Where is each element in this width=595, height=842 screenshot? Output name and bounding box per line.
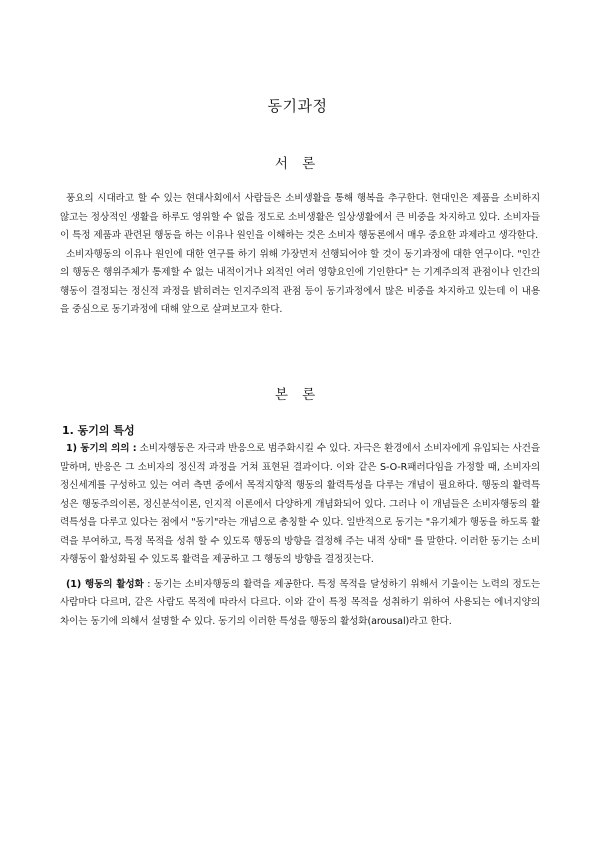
- document-title: 동기과정: [267, 97, 328, 115]
- motive-definition-text: 소비자행동은 자극과 반응으로 범주화시킬 수 있다. 자극은 환경에서 소비자에게 유입되는 사건을 말하며, 반응은 그 소비자의 정신적 과정을 거쳐 표현된 결과이다. 이와 같은 S-O-R패러다임을 가정할 때, 소비자의 정신세계를 구성하고 있는 여러 측면 중에서 목적지향적 행동의 활력특성을 다루는 개념이 필요하다. 행동의 활력특성은 행동주의이론, 정신분석이론, 인지적 이론에서 다양하게 개념화되어 있다. 그러나 이 개념들은 소비자행동의 활력특성을 다루고 있다는 점에서 "동기"라는 개념으로 총칭할 수 있다. 일반적으로 동기는 "유기체가 행동을 하도록 활력을 부여하고, 특정 목적을 성취 할 수 있도록 행동의 방향을 결정해 주는 내적 상태" 를 말한다. 이러한 동기는 소비자행동이 활성화될 수 있도록 활력을 제공하고 그 행동의 방향을 결정짓는다.: [60, 443, 540, 565]
- arousal-text: : 동기는 소비자행동의 활력을 제공한다. 특정 목적을 달성하기 위해서 기울이는 노력의 정도는 사람마다 다르며, 같은 사람도 목적에 따라서 다르다. 이와 같이 특정 목적을 성취하기 위하여 사용되는 에너지양의 차이는 동기에 의해서 설명할 수 있다. 동기의 이러한 특성을 행동의 활성화(arousal)라고 한다.: [60, 578, 541, 627]
- intro-heading: 서 론: [274, 156, 321, 172]
- intro-body: [60, 190, 540, 320]
- intro-paragraph: 소비자행동의 이유나 원인에 대한 연구를 하기 위해 가장먼저 선행되어야 할 것이 동기과정에 대한 연구이다. "인간의 행동은 행위주체가 통제할 수 없는 내적이거나 외적인 여러 영향요인에 기인한다" 는 기계주의적 관점이나 인간의 행동이 결정되는 정신적 과정을 밝히려는 인지주의적 관점 등이 동기과정에서 많은 비중을 차지하고 있는데 이 내용을 중심으로 동기과정에 대해 앞으로 살펴보고자 한다.: [60, 248, 540, 315]
- arousal-paragraph: [60, 576, 540, 632]
- intro-paragraph: 풍요의 시대라고 할 수 있는 현대사회에서 사람들은 소비생활을 통해 행복을 추구한다. 현대인은 제품을 소비하지 않고는 정상적인 생활을 하루도 영위할 수 없을 정도로 소비생활은 일상생활에서 큰 비중을 차지하고 있다. 소비자들이 특정 제품과 관련된 행동을 하는 이유나 원인을 이해하는 것은 소비자 행동론에서 매우 중요한 과제라고 생각한다.: [60, 193, 540, 241]
- motive-definition-paragraph: [60, 440, 540, 570]
- main-heading: 본 론: [274, 387, 321, 403]
- section-1-heading: 1. 동기의 특성: [62, 424, 135, 437]
- section-1-body: [60, 440, 540, 631]
- motive-definition-label: 1) 동기의 의의 :: [66, 443, 137, 454]
- arousal-label: (1) 행동의 활성화: [66, 578, 144, 590]
